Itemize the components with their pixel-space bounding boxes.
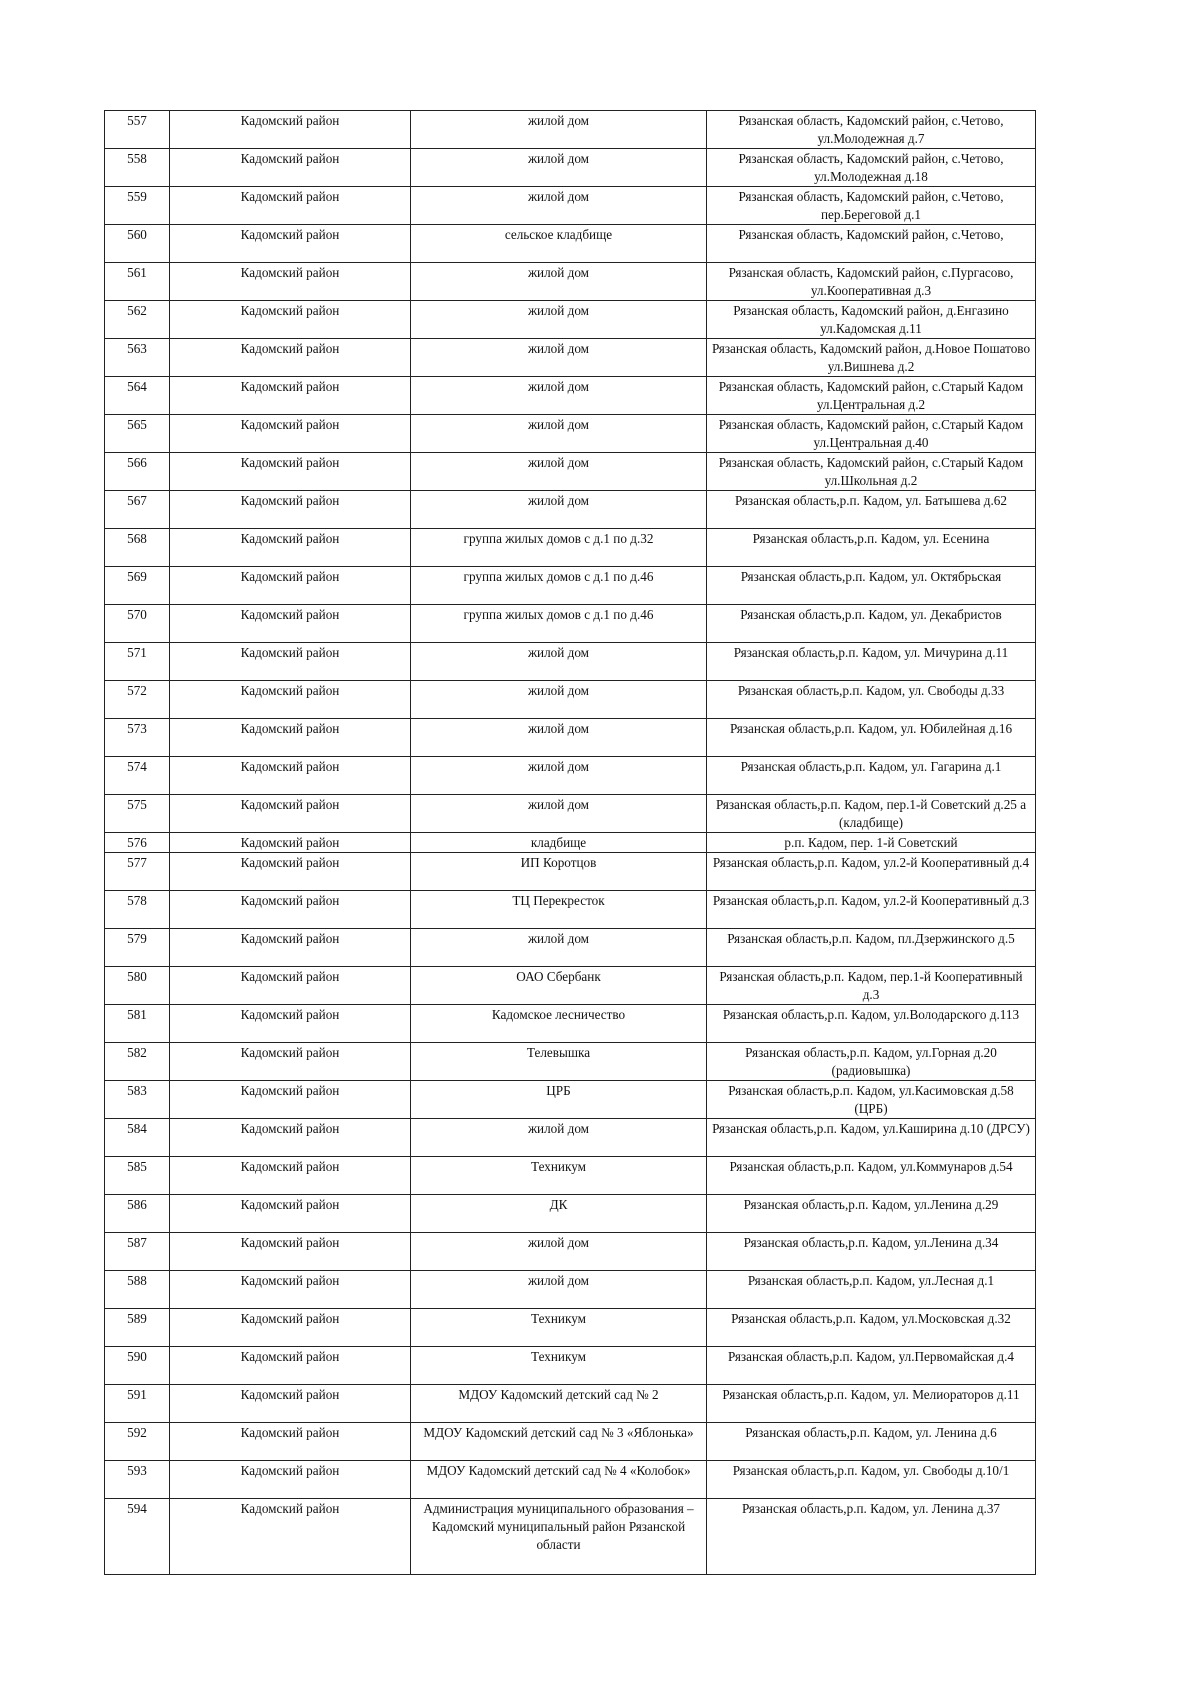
object-name-cell: Кадомское лесничество (411, 1005, 707, 1043)
object-name-cell: кладбище (411, 833, 707, 853)
object-name-cell: сельское кладбище (411, 225, 707, 263)
table-row (105, 681, 1036, 719)
district-cell: Кадомский район (170, 1423, 411, 1461)
address-cell: Рязанская область, Кадомский район, с.Старый Кадом ул.Центральная д.2 (707, 377, 1036, 415)
row-number-cell: 557 (105, 111, 170, 149)
object-name-cell: жилой дом (411, 111, 707, 149)
table-row (105, 339, 1036, 377)
district-cell: Кадомский район (170, 1081, 411, 1119)
table-row (105, 1119, 1036, 1157)
district-cell: Кадомский район (170, 263, 411, 301)
table-row (105, 967, 1036, 1005)
row-number-cell: 589 (105, 1309, 170, 1347)
address-cell: Рязанская область,р.п. Кадом, пер.1-й Кооперативный д.3 (707, 967, 1036, 1005)
address-cell: Рязанская область,р.п. Кадом, ул.2-й Кооперативный д.4 (707, 853, 1036, 891)
district-cell: Кадомский район (170, 111, 411, 149)
address-cell: Рязанская область,р.п. Кадом, ул. Есенина (707, 529, 1036, 567)
table-row (105, 149, 1036, 187)
address-cell: Рязанская область,р.п. Кадом, ул. Батышева д.62 (707, 491, 1036, 529)
district-cell: Кадомский район (170, 605, 411, 643)
row-number-cell: 563 (105, 339, 170, 377)
row-number-cell: 569 (105, 567, 170, 605)
table-row (105, 415, 1036, 453)
address-cell: Рязанская область,р.п. Кадом, ул.Ленина д.34 (707, 1233, 1036, 1271)
table-row (105, 1423, 1036, 1461)
row-number-cell: 590 (105, 1347, 170, 1385)
row-number-cell: 594 (105, 1499, 170, 1575)
row-number-cell: 586 (105, 1195, 170, 1233)
table-row (105, 1195, 1036, 1233)
object-name-cell: ДК (411, 1195, 707, 1233)
district-cell: Кадомский район (170, 967, 411, 1005)
district-cell: Кадомский район (170, 757, 411, 795)
row-number-cell: 591 (105, 1385, 170, 1423)
table-row (105, 225, 1036, 263)
address-cell: Рязанская область,р.п. Кадом, ул.Ленина д.29 (707, 1195, 1036, 1233)
table-row (105, 1499, 1036, 1575)
district-cell: Кадомский район (170, 1385, 411, 1423)
row-number-cell: 564 (105, 377, 170, 415)
address-cell: Рязанская область,р.п. Кадом, ул.Московская д.32 (707, 1309, 1036, 1347)
object-name-cell: Техникум (411, 1347, 707, 1385)
object-name-cell: группа жилых домов с д.1 по д.46 (411, 605, 707, 643)
district-cell: Кадомский район (170, 1005, 411, 1043)
address-cell: Рязанская область,р.п. Кадом, ул. Мелиораторов д.11 (707, 1385, 1036, 1423)
district-cell: Кадомский район (170, 339, 411, 377)
table-row (105, 1043, 1036, 1081)
object-name-cell: МДОУ Кадомский детский сад № 2 (411, 1385, 707, 1423)
table-row (105, 719, 1036, 757)
address-cell: Рязанская область,р.п. Кадом, ул.Горная д.20 (радиовышка) (707, 1043, 1036, 1081)
row-number-cell: 584 (105, 1119, 170, 1157)
object-name-cell: ТЦ Перекресток (411, 891, 707, 929)
district-cell: Кадомский район (170, 1195, 411, 1233)
object-name-cell: группа жилых домов с д.1 по д.32 (411, 529, 707, 567)
table-row (105, 605, 1036, 643)
address-cell: Рязанская область,р.п. Кадом, ул. Ленина д.37 (707, 1499, 1036, 1575)
row-number-cell: 558 (105, 149, 170, 187)
table-row (105, 1005, 1036, 1043)
table-row (105, 263, 1036, 301)
object-name-cell: ИП Коротцов (411, 853, 707, 891)
district-cell: Кадомский район (170, 795, 411, 833)
object-name-cell: жилой дом (411, 1271, 707, 1309)
table-row (105, 301, 1036, 339)
row-number-cell: 574 (105, 757, 170, 795)
object-name-cell: жилой дом (411, 643, 707, 681)
address-cell: Рязанская область,р.п. Кадом, ул. Свободы д.10/1 (707, 1461, 1036, 1499)
object-name-cell: Техникум (411, 1157, 707, 1195)
row-number-cell: 577 (105, 853, 170, 891)
district-cell: Кадомский район (170, 567, 411, 605)
table-row (105, 1461, 1036, 1499)
district-cell: Кадомский район (170, 301, 411, 339)
address-cell: Рязанская область,р.п. Кадом, ул.2-й Кооперативный д.3 (707, 891, 1036, 929)
address-cell: Рязанская область,р.п. Кадом, ул. Декабристов (707, 605, 1036, 643)
district-cell: Кадомский район (170, 681, 411, 719)
row-number-cell: 560 (105, 225, 170, 263)
row-number-cell: 571 (105, 643, 170, 681)
row-number-cell: 585 (105, 1157, 170, 1195)
row-number-cell: 568 (105, 529, 170, 567)
row-number-cell: 579 (105, 929, 170, 967)
address-cell: р.п. Кадом, пер. 1-й Советский (707, 833, 1036, 853)
row-number-cell: 583 (105, 1081, 170, 1119)
row-number-cell: 576 (105, 833, 170, 853)
address-cell: Рязанская область,р.п. Кадом, ул.Каширина д.10 (ДРСУ) (707, 1119, 1036, 1157)
row-number-cell: 561 (105, 263, 170, 301)
row-number-cell: 587 (105, 1233, 170, 1271)
district-cell: Кадомский район (170, 719, 411, 757)
district-cell: Кадомский район (170, 643, 411, 681)
row-number-cell: 588 (105, 1271, 170, 1309)
object-name-cell: жилой дом (411, 491, 707, 529)
object-name-cell: МДОУ Кадомский детский сад № 3 «Яблонька» (411, 1423, 707, 1461)
district-cell: Кадомский район (170, 1499, 411, 1575)
address-cell: Рязанская область,р.п. Кадом, ул. Мичурина д.11 (707, 643, 1036, 681)
district-cell: Кадомский район (170, 377, 411, 415)
table-row (105, 529, 1036, 567)
table-row (105, 1081, 1036, 1119)
row-number-cell: 565 (105, 415, 170, 453)
address-cell: Рязанская область,р.п. Кадом, пл.Дзержинского д.5 (707, 929, 1036, 967)
address-cell: Рязанская область,р.п. Кадом, ул.Первомайская д.4 (707, 1347, 1036, 1385)
object-name-cell: жилой дом (411, 719, 707, 757)
object-name-cell: Администрация муниципального образования – Кадомский муниципальный район Рязанской области (411, 1499, 707, 1575)
object-name-cell: жилой дом (411, 757, 707, 795)
row-number-cell: 562 (105, 301, 170, 339)
address-cell: Рязанская область, Кадомский район, с.Четово, ул.Молодежная д.18 (707, 149, 1036, 187)
address-cell: Рязанская область, Кадомский район, с.Пургасово, ул.Кооперативная д.3 (707, 263, 1036, 301)
district-cell: Кадомский район (170, 225, 411, 263)
table-row (105, 453, 1036, 491)
objects-table (104, 110, 1036, 1575)
object-name-cell: жилой дом (411, 339, 707, 377)
row-number-cell: 572 (105, 681, 170, 719)
district-cell: Кадомский район (170, 833, 411, 853)
address-cell: Рязанская область,р.п. Кадом, ул. Юбилейная д.16 (707, 719, 1036, 757)
address-cell: Рязанская область,р.п. Кадом, ул. Гагарина д.1 (707, 757, 1036, 795)
row-number-cell: 575 (105, 795, 170, 833)
district-cell: Кадомский район (170, 1157, 411, 1195)
table-row (105, 187, 1036, 225)
table-row (105, 795, 1036, 833)
district-cell: Кадомский район (170, 529, 411, 567)
table-row (105, 1271, 1036, 1309)
object-name-cell: жилой дом (411, 795, 707, 833)
table-row (105, 491, 1036, 529)
address-cell: Рязанская область, Кадомский район, д.Новое Пошатово ул.Вишнева д.2 (707, 339, 1036, 377)
district-cell: Кадомский район (170, 149, 411, 187)
object-name-cell: жилой дом (411, 377, 707, 415)
table-row (105, 111, 1036, 149)
object-name-cell: жилой дом (411, 415, 707, 453)
table-row (105, 567, 1036, 605)
row-number-cell: 567 (105, 491, 170, 529)
district-cell: Кадомский район (170, 1461, 411, 1499)
row-number-cell: 582 (105, 1043, 170, 1081)
object-name-cell: МДОУ Кадомский детский сад № 4 «Колобок» (411, 1461, 707, 1499)
address-cell: Рязанская область,р.п. Кадом, ул. Свободы д.33 (707, 681, 1036, 719)
address-cell: Рязанская область, Кадомский район, с.Старый Кадом ул.Школьная д.2 (707, 453, 1036, 491)
object-name-cell: жилой дом (411, 263, 707, 301)
district-cell: Кадомский район (170, 187, 411, 225)
row-number-cell: 592 (105, 1423, 170, 1461)
address-cell: Рязанская область, Кадомский район, с.Старый Кадом ул.Центральная д.40 (707, 415, 1036, 453)
table-row (105, 1347, 1036, 1385)
object-name-cell: жилой дом (411, 1119, 707, 1157)
address-cell: Рязанская область, Кадомский район, с.Четово, пер.Береговой д.1 (707, 187, 1036, 225)
row-number-cell: 580 (105, 967, 170, 1005)
object-name-cell: группа жилых домов с д.1 по д.46 (411, 567, 707, 605)
table-row (105, 891, 1036, 929)
object-name-cell: жилой дом (411, 149, 707, 187)
table-body (105, 111, 1036, 1575)
object-name-cell: жилой дом (411, 453, 707, 491)
row-number-cell: 566 (105, 453, 170, 491)
address-cell: Рязанская область, Кадомский район, д.Енгазино ул.Кадомская д.11 (707, 301, 1036, 339)
table-row (105, 643, 1036, 681)
table-row (105, 1157, 1036, 1195)
object-name-cell: жилой дом (411, 681, 707, 719)
district-cell: Кадомский район (170, 1233, 411, 1271)
district-cell: Кадомский район (170, 415, 411, 453)
district-cell: Кадомский район (170, 453, 411, 491)
object-name-cell: жилой дом (411, 301, 707, 339)
address-cell: Рязанская область,р.п. Кадом, ул. Октябрьская (707, 567, 1036, 605)
district-cell: Кадомский район (170, 1309, 411, 1347)
object-name-cell: ЦРБ (411, 1081, 707, 1119)
object-name-cell: Техникум (411, 1309, 707, 1347)
address-cell: Рязанская область,р.п. Кадом, ул.Лесная д.1 (707, 1271, 1036, 1309)
address-cell: Рязанская область, Кадомский район, с.Четово, ул.Молодежная д.7 (707, 111, 1036, 149)
address-cell: Рязанская область,р.п. Кадом, ул.Коммунаров д.54 (707, 1157, 1036, 1195)
object-name-cell: жилой дом (411, 187, 707, 225)
table-row (105, 377, 1036, 415)
row-number-cell: 570 (105, 605, 170, 643)
district-cell: Кадомский район (170, 491, 411, 529)
object-name-cell: ОАО Сбербанк (411, 967, 707, 1005)
district-cell: Кадомский район (170, 1119, 411, 1157)
table-row (105, 757, 1036, 795)
address-cell: Рязанская область,р.п. Кадом, ул. Ленина д.6 (707, 1423, 1036, 1461)
row-number-cell: 578 (105, 891, 170, 929)
table-row (105, 1385, 1036, 1423)
address-cell: Рязанская область,р.п. Кадом, пер.1-й Советский д.25 а (кладбище) (707, 795, 1036, 833)
district-cell: Кадомский район (170, 1043, 411, 1081)
district-cell: Кадомский район (170, 929, 411, 967)
address-cell: Рязанская область,р.п. Кадом, ул.Касимовская д.58 (ЦРБ) (707, 1081, 1036, 1119)
table-row (105, 1309, 1036, 1347)
row-number-cell: 559 (105, 187, 170, 225)
object-name-cell: Телевышка (411, 1043, 707, 1081)
table-row (105, 929, 1036, 967)
row-number-cell: 581 (105, 1005, 170, 1043)
district-cell: Кадомский район (170, 891, 411, 929)
address-cell: Рязанская область, Кадомский район, с.Четово, (707, 225, 1036, 263)
object-name-cell: жилой дом (411, 929, 707, 967)
row-number-cell: 593 (105, 1461, 170, 1499)
district-cell: Кадомский район (170, 1347, 411, 1385)
object-name-cell: жилой дом (411, 1233, 707, 1271)
row-number-cell: 573 (105, 719, 170, 757)
table-row (105, 1233, 1036, 1271)
table-row (105, 833, 1036, 853)
table-row (105, 853, 1036, 891)
address-cell: Рязанская область,р.п. Кадом, ул.Володарского д.113 (707, 1005, 1036, 1043)
district-cell: Кадомский район (170, 853, 411, 891)
district-cell: Кадомский район (170, 1271, 411, 1309)
